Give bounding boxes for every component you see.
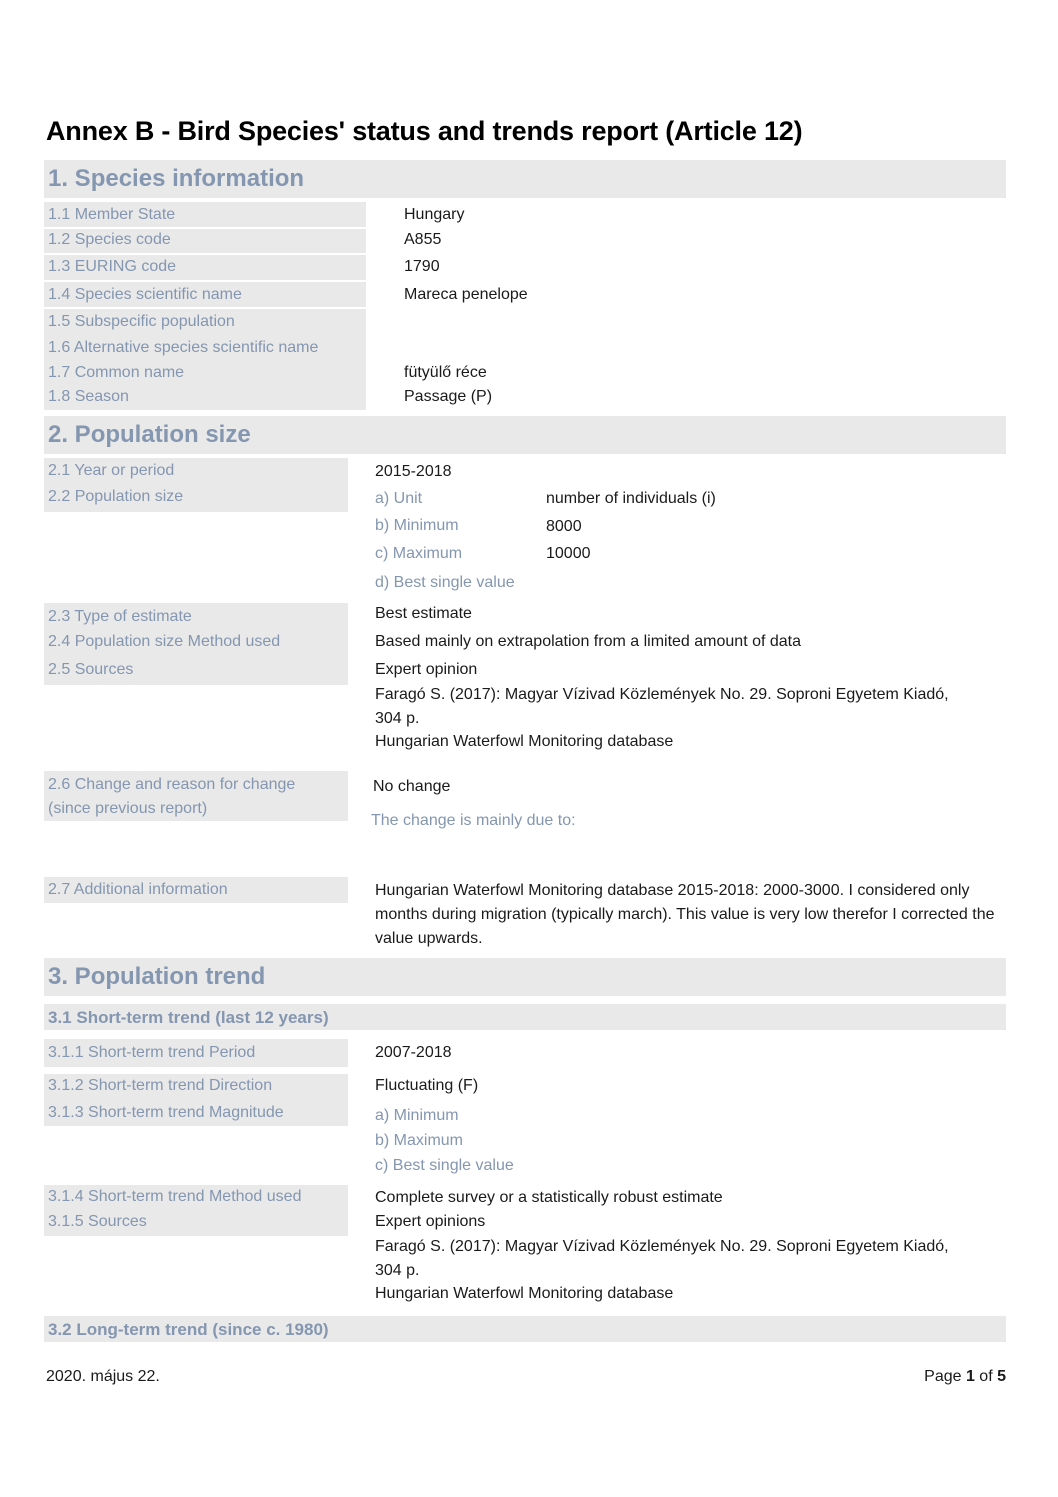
- short-term-period-label: 3.1.1 Short-term trend Period: [48, 1044, 256, 1061]
- short-term-maximum-label: b) Maximum: [375, 1132, 464, 1149]
- short-term-minimum-label: a) Minimum: [375, 1107, 459, 1124]
- common-name-label: 1.7 Common name: [48, 364, 185, 381]
- change-reason-label: The change is mainly due to:: [371, 812, 576, 829]
- total-pages: 5: [997, 1368, 1006, 1385]
- page-number: [924, 1368, 1006, 1386]
- section-header-population-size: [44, 416, 1006, 454]
- method-value: Based mainly on extrapolation from a limited amount of data: [375, 633, 802, 650]
- short-term-method-label: 3.1.4 Short-term trend Method used: [48, 1188, 302, 1205]
- sources-line: Faragó S. (2017): Magyar Vízivad Közlemények No. 29. Soproni Egyetem Kiadó, 304 p.: [375, 686, 949, 727]
- page-title: Annex B - Bird Species' status and trends report (Article 12): [46, 116, 803, 146]
- section-title: 1. Species information: [48, 165, 305, 192]
- unit-value: number of individuals (i): [546, 490, 716, 507]
- short-term-period-value: 2007-2018: [375, 1044, 452, 1061]
- species-code-value: A855: [404, 231, 442, 248]
- maximum-value: 10000: [546, 545, 591, 562]
- short-term-sources-line: Hungarian Waterfowl Monitoring database: [375, 1285, 674, 1302]
- sources-line: Expert opinion: [375, 661, 478, 678]
- section-header-species-information: [44, 160, 1006, 198]
- short-term-direction-value: Fluctuating (F): [375, 1077, 479, 1094]
- short-term-direction-label: 3.1.2 Short-term trend Direction: [48, 1077, 273, 1094]
- short-term-sources-line: Faragó S. (2017): Magyar Vízivad Közlemények No. 29. Soproni Egyetem Kiadó, 304 p.: [375, 1238, 949, 1279]
- member-state-label: 1.1 Member State: [48, 206, 176, 223]
- additional-info-label: 2.7 Additional information: [48, 881, 228, 898]
- change-value: No change: [373, 778, 451, 795]
- subsection-header-long-term-trend: [44, 1316, 1006, 1342]
- change-label-continued: (since previous report): [48, 800, 208, 817]
- sources-line: Hungarian Waterfowl Monitoring database: [375, 733, 674, 750]
- section-title: 3. Population trend: [48, 963, 266, 990]
- minimum-value: 8000: [546, 518, 582, 535]
- year-period-value: 2015-2018: [375, 463, 452, 480]
- sources-label: 2.5 Sources: [48, 661, 134, 678]
- subsection-title: 3.2 Long-term trend (since c. 1980): [48, 1320, 329, 1339]
- best-single-value-label: d) Best single value: [375, 574, 515, 591]
- short-term-method-value: Complete survey or a statistically robust estimate: [375, 1189, 723, 1206]
- page-of: of: [974, 1368, 998, 1385]
- current-page: 1: [965, 1368, 975, 1385]
- subspecific-population-label: 1.5 Subspecific population: [48, 313, 235, 330]
- euring-code-value: 1790: [404, 258, 440, 275]
- scientific-name-label: 1.4 Species scientific name: [48, 286, 242, 303]
- unit-label: a) Unit: [375, 490, 423, 507]
- subsection-title: 3.1 Short-term trend (last 12 years): [48, 1008, 329, 1027]
- method-label: 2.4 Population size Method used: [48, 633, 281, 650]
- additional-info-value: Hungarian Waterfowl Monitoring database 2015-2018: 2000-3000. I considered only months during migration (typically march). This value is very low therefor I corrected the value upwards.: [375, 882, 995, 947]
- short-term-sources-label: 3.1.5 Sources: [48, 1213, 147, 1230]
- short-term-sources-line: Expert opinions: [375, 1213, 486, 1230]
- alternative-name-label: 1.6 Alternative species scientific name: [48, 339, 319, 356]
- member-state-value: Hungary: [404, 206, 465, 223]
- season-label: 1.8 Season: [48, 388, 129, 405]
- minimum-label: b) Minimum: [375, 517, 459, 534]
- footer-date: 2020. május 22.: [46, 1368, 160, 1385]
- population-size-label: 2.2 Population size: [48, 488, 184, 505]
- short-term-best-value-label: c) Best single value: [375, 1157, 514, 1174]
- species-code-label: 1.2 Species code: [48, 231, 171, 248]
- change-label: 2.6 Change and reason for change: [48, 776, 296, 793]
- short-term-magnitude-label: 3.1.3 Short-term trend Magnitude: [48, 1104, 284, 1121]
- estimate-type-label: 2.3 Type of estimate: [48, 608, 192, 625]
- year-period-label: 2.1 Year or period: [48, 462, 175, 479]
- common-name-value: fütyülő réce: [404, 364, 487, 381]
- estimate-type-value: Best estimate: [375, 605, 472, 622]
- section-header-population-trend: [44, 958, 1006, 996]
- season-value: Passage (P): [404, 388, 493, 405]
- subsection-header-short-term-trend: [44, 1004, 1006, 1030]
- scientific-name-value: Mareca penelope: [404, 286, 528, 303]
- section-title: 2. Population size: [48, 421, 251, 448]
- page-prefix: Page: [924, 1368, 966, 1385]
- maximum-label: c) Maximum: [375, 545, 463, 562]
- euring-code-label: 1.3 EURING code: [48, 258, 177, 275]
